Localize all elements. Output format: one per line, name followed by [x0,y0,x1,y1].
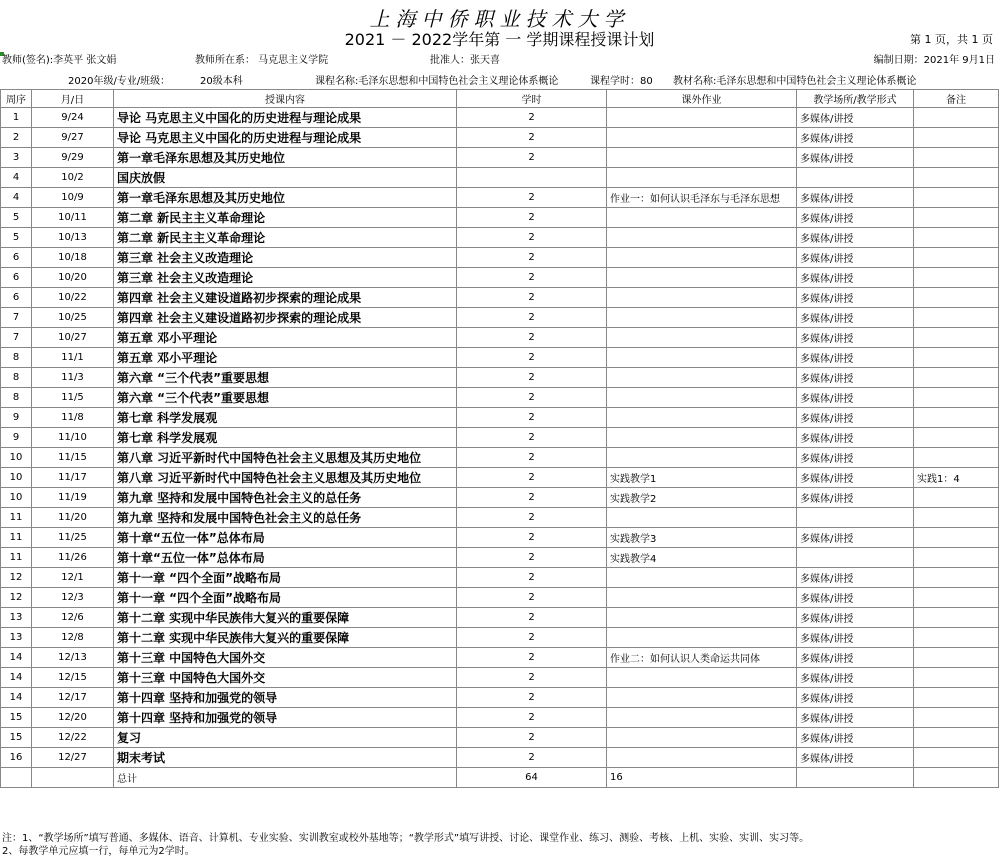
table-row [1,468,999,488]
cell-notes [914,228,999,248]
cell-notes [914,708,999,728]
cell-hours: 2 [457,748,607,768]
cell-homework: 实践教学1 [607,468,797,488]
cell-date: 9/27 [32,128,114,148]
cell-content: 第九章 坚持和发展中国特色社会主义的总任务 [114,488,457,508]
table-row [1,608,999,628]
cell-homework [607,588,797,608]
cell-hours: 2 [457,228,607,248]
cell-format: 多媒体/讲授 [797,328,914,348]
cell-content: 导论 马克思主义中国化的历史进程与理论成果 [114,108,457,128]
cell-date: 11/20 [32,508,114,528]
cell-week: 10 [1,488,32,508]
cell-format: 多媒体/讲授 [797,208,914,228]
cell-hours: 2 [457,708,607,728]
cell-week: 4 [1,168,32,188]
table-row [1,568,999,588]
cell-week: 15 [1,708,32,728]
cell-date: 10/11 [32,208,114,228]
cell-week: 9 [1,428,32,448]
cell-week: 13 [1,608,32,628]
cell-week: 10 [1,448,32,468]
cell-format: 多媒体/讲授 [797,468,914,488]
cell-format: 多媒体/讲授 [797,108,914,128]
cell-content: 第十三章 中国特色大国外交 [114,648,457,668]
cell-notes [914,148,999,168]
table-row [1,128,999,148]
info-row-2 [0,72,999,86]
table-row [1,348,999,368]
cell-homework [607,148,797,168]
cell-date: 11/8 [32,408,114,428]
table-row [1,708,999,728]
university-logo-text: 上海中侨职业技术大学 [369,7,630,31]
col-format: 教学场所/教学形式 [797,90,914,108]
total-homework: 16 [607,768,797,788]
cell-format: 多媒体/讲授 [797,728,914,748]
footnote-2: 2、每教学单元应填一行，每单元为2学时。 [2,846,195,857]
cell-homework [607,308,797,328]
cell-hours: 2 [457,728,607,748]
cell-content: 导论 马克思主义中国化的历史进程与理论成果 [114,128,457,148]
col-notes: 备注 [914,90,999,108]
cell-format: 多媒体/讲授 [797,628,914,648]
cell-hours: 2 [457,688,607,708]
cell-homework [607,208,797,228]
cell-week: 14 [1,668,32,688]
cell-notes [914,648,999,668]
cell-hours: 2 [457,548,607,568]
cell-homework: 作业一：如何认识毛泽东与毛泽东思想 [607,188,797,208]
table-row [1,648,999,668]
total-hours: 64 [457,768,607,788]
table-row [1,428,999,448]
cell-week: 7 [1,308,32,328]
cell-date: 11/19 [32,488,114,508]
cell-homework [607,168,797,188]
cell-homework [607,348,797,368]
cell-date: 11/1 [32,348,114,368]
cell-homework [607,428,797,448]
cell-format: 多媒体/讲授 [797,668,914,688]
cell-date: 11/17 [32,468,114,488]
cell-notes [914,388,999,408]
cell-format: 多媒体/讲授 [797,248,914,268]
cell-format: 多媒体/讲授 [797,428,914,448]
cell-date: 11/26 [32,548,114,568]
class-label: 2020年级/专业/班级： [68,76,171,87]
col-content: 授课内容 [114,90,457,108]
table-row [1,548,999,568]
cell-hours: 2 [457,568,607,588]
cell-week: 5 [1,208,32,228]
class-value: 20级本科 [200,76,243,87]
course-name: 课程名称:毛泽东思想和中国特色社会主义理论体系概论 [315,76,559,87]
cell-hours: 2 [457,248,607,268]
cell-week: 11 [1,508,32,528]
cell-homework [607,668,797,688]
cell-content: 第一章毛泽东思想及其历史地位 [114,188,457,208]
cell-homework: 作业二：如何认识人类命运共同体 [607,648,797,668]
table-header-row [1,90,999,108]
cell-week: 16 [1,748,32,768]
table-row [1,368,999,388]
table-row [1,408,999,428]
cell-date: 11/3 [32,368,114,388]
textbook-name: 教材名称:毛泽东思想和中国特色社会主义理论体系概论 [673,76,917,87]
cell-week: 6 [1,248,32,268]
total-format [797,768,914,788]
cell-hours: 2 [457,628,607,648]
info-row-1 [0,51,999,65]
cell-week: 2 [1,128,32,148]
cell-notes [914,268,999,288]
cell-hours: 2 [457,328,607,348]
cell-week: 10 [1,468,32,488]
cell-homework: 实践教学4 [607,548,797,568]
cell-notes [914,508,999,528]
cell-format: 多媒体/讲授 [797,448,914,468]
cell-content: 第十章“五位一体”总体布局 [114,548,457,568]
cell-format [797,168,914,188]
table-row [1,188,999,208]
cell-homework [607,748,797,768]
cell-content: 第十章“五位一体”总体布局 [114,528,457,548]
cell-content: 第三章 社会主义改造理论 [114,268,457,288]
cell-hours: 2 [457,208,607,228]
table-row [1,508,999,528]
cell-format [797,548,914,568]
cell-content: 第十一章 “四个全面”战略布局 [114,568,457,588]
table-row [1,248,999,268]
cell-content: 第七章 科学发展观 [114,428,457,448]
cell-notes [914,588,999,608]
table-row [1,228,999,248]
table-row [1,288,999,308]
cell-homework [607,288,797,308]
cell-notes [914,168,999,188]
cell-date: 9/29 [32,148,114,168]
table-row [1,148,999,168]
cell-week: 3 [1,148,32,168]
cell-content: 第五章 邓小平理论 [114,328,457,348]
cell-notes [914,188,999,208]
cell-content: 第四章 社会主义建设道路初步探索的理论成果 [114,308,457,328]
cell-format: 多媒体/讲授 [797,608,914,628]
page-title: 2021 － 2022学年第 一 学期课程授课计划 [344,30,655,49]
page-counter: 第 1 页，共 1 页 [910,33,993,46]
cell-notes [914,748,999,768]
cell-format: 多媒体/讲授 [797,588,914,608]
cell-format: 多媒体/讲授 [797,128,914,148]
table-row [1,528,999,548]
cell-content: 第六章 “三个代表”重要思想 [114,388,457,408]
cell-date: 12/8 [32,628,114,648]
schedule-body [1,108,999,768]
cell-content: 第八章 习近平新时代中国特色社会主义思想及其历史地位 [114,468,457,488]
cell-content: 第七章 科学发展观 [114,408,457,428]
cell-hours: 2 [457,288,607,308]
cell-date: 10/13 [32,228,114,248]
cell-homework [607,268,797,288]
cell-date: 10/25 [32,308,114,328]
approver-label: 批准人：张天喜 [430,55,500,66]
cell-hours: 2 [457,648,607,668]
cell-notes [914,608,999,628]
cell-hours: 2 [457,388,607,408]
footnotes [2,832,809,858]
cell-week: 1 [1,108,32,128]
cell-notes [914,108,999,128]
cell-hours: 2 [457,348,607,368]
table-row [1,208,999,228]
cell-date: 12/17 [32,688,114,708]
cell-content: 第一章毛泽东思想及其历史地位 [114,148,457,168]
cell-date: 9/24 [32,108,114,128]
cell-content: 第十二章 实现中华民族伟大复兴的重要保障 [114,608,457,628]
cell-hours: 2 [457,468,607,488]
cell-week: 14 [1,648,32,668]
compile-date: 编制日期：2021年 9月1日 [873,55,995,66]
cell-content: 第八章 习近平新时代中国特色社会主义思想及其历史地位 [114,448,457,468]
table-row [1,588,999,608]
cell-notes [914,428,999,448]
cell-notes [914,348,999,368]
table-row [1,728,999,748]
cell-content: 国庆放假 [114,168,457,188]
cell-content: 第三章 社会主义改造理论 [114,248,457,268]
cell-format: 多媒体/讲授 [797,708,914,728]
footnote-1: 注：1、“教学场所”填写普通、多媒体、语音、计算机、专业实验、实训教室或校外基地等；“教学形式”填写讲授、讨论、课堂作业、练习、测验、考核、上机、实验、实训、实习等。 [2,833,810,844]
cell-homework [607,328,797,348]
cell-date: 12/13 [32,648,114,668]
cell-hours: 2 [457,588,607,608]
cell-date: 12/3 [32,588,114,608]
cell-hours: 2 [457,528,607,548]
cell-notes [914,668,999,688]
cell-content: 第十一章 “四个全面”战略布局 [114,588,457,608]
cell-week: 8 [1,348,32,368]
cell-homework [607,128,797,148]
table-row [1,268,999,288]
cell-hours: 2 [457,268,607,288]
cell-format: 多媒体/讲授 [797,748,914,768]
cell-content: 第六章 “三个代表”重要思想 [114,368,457,388]
cell-notes [914,328,999,348]
cell-notes [914,208,999,228]
cell-notes [914,628,999,648]
total-row [1,768,999,788]
cell-format: 多媒体/讲授 [797,388,914,408]
cell-hours: 2 [457,508,607,528]
cell-week: 15 [1,728,32,748]
cell-homework [607,708,797,728]
col-week: 周序 [1,90,32,108]
cell-week: 11 [1,548,32,568]
cell-homework [607,688,797,708]
cell-date: 12/15 [32,668,114,688]
cell-content: 复习 [114,728,457,748]
cell-week: 5 [1,228,32,248]
cell-date: 10/20 [32,268,114,288]
cell-homework [607,608,797,628]
cell-date: 10/2 [32,168,114,188]
cell-notes [914,248,999,268]
cell-homework [607,728,797,748]
cell-week: 11 [1,528,32,548]
cell-notes [914,288,999,308]
total-week [1,768,32,788]
table-row [1,628,999,648]
cell-notes [914,528,999,548]
cell-homework [607,228,797,248]
cell-content: 第十四章 坚持和加强党的领导 [114,708,457,728]
cell-hours: 2 [457,608,607,628]
cell-notes [914,488,999,508]
cell-homework [607,108,797,128]
cell-homework [607,388,797,408]
cell-date: 11/5 [32,388,114,408]
cell-hours: 2 [457,108,607,128]
cell-format: 多媒体/讲授 [797,488,914,508]
cell-notes [914,368,999,388]
cell-format: 多媒体/讲授 [797,148,914,168]
cell-hours: 2 [457,448,607,468]
cell-notes [914,128,999,148]
cell-notes [914,448,999,468]
cell-format: 多媒体/讲授 [797,288,914,308]
table-row [1,108,999,128]
cell-notes [914,688,999,708]
total-notes [914,768,999,788]
cell-hours: 2 [457,128,607,148]
cell-hours: 2 [457,668,607,688]
cell-week: 6 [1,268,32,288]
table-row [1,308,999,328]
cell-format: 多媒体/讲授 [797,228,914,248]
cell-date: 10/22 [32,288,114,308]
cell-content: 第二章 新民主主义革命理论 [114,228,457,248]
table-row [1,448,999,468]
cell-homework [607,448,797,468]
teacher-label: 教师(签名):李英平 张文娟 [2,55,117,66]
total-label: 总计 [114,768,457,788]
table-row [1,688,999,708]
cell-content: 第二章 新民主主义革命理论 [114,208,457,228]
cell-format: 多媒体/讲授 [797,688,914,708]
cell-date: 11/10 [32,428,114,448]
cell-format: 多媒体/讲授 [797,368,914,388]
cell-date: 10/9 [32,188,114,208]
table-row [1,488,999,508]
cell-format: 多媒体/讲授 [797,568,914,588]
cell-date: 10/27 [32,328,114,348]
cell-content: 第九章 坚持和发展中国特色社会主义的总任务 [114,508,457,528]
cell-week: 4 [1,188,32,208]
table-row [1,748,999,768]
cell-homework [607,368,797,388]
cell-notes [914,408,999,428]
cell-content: 第十二章 实现中华民族伟大复兴的重要保障 [114,628,457,648]
cell-homework [607,568,797,588]
cell-notes [914,308,999,328]
cell-hours: 2 [457,308,607,328]
col-homework: 课外作业 [607,90,797,108]
cell-date: 12/27 [32,748,114,768]
cell-week: 12 [1,568,32,588]
cell-content: 期末考试 [114,748,457,768]
cell-format: 多媒体/讲授 [797,528,914,548]
cell-hours: 2 [457,428,607,448]
schedule-table [0,89,999,788]
total-date [32,768,114,788]
cell-format: 多媒体/讲授 [797,408,914,428]
cell-notes [914,548,999,568]
cell-notes [914,728,999,748]
cell-date: 11/25 [32,528,114,548]
cell-date: 12/20 [32,708,114,728]
cell-format: 多媒体/讲授 [797,648,914,668]
cell-content: 第五章 邓小平理论 [114,348,457,368]
cell-format: 多媒体/讲授 [797,308,914,328]
cell-homework [607,408,797,428]
department-label: 教师所在系： 马克思主义学院 [195,55,329,66]
cell-date: 12/6 [32,608,114,628]
cell-homework [607,248,797,268]
cell-homework: 实践教学3 [607,528,797,548]
table-row [1,328,999,348]
cell-date: 12/1 [32,568,114,588]
cell-content: 第十三章 中国特色大国外交 [114,668,457,688]
cell-date: 10/18 [32,248,114,268]
table-row [1,168,999,188]
course-hours: 课程学时：80 [590,76,653,87]
cell-content: 第十四章 坚持和加强党的领导 [114,688,457,708]
table-row [1,388,999,408]
cell-hours [457,168,607,188]
cell-hours: 2 [457,368,607,388]
table-row [1,668,999,688]
cell-week: 8 [1,368,32,388]
cell-format [797,508,914,528]
cell-week: 12 [1,588,32,608]
cell-hours: 2 [457,188,607,208]
cell-homework: 实践教学2 [607,488,797,508]
cell-hours: 2 [457,148,607,168]
cell-week: 13 [1,628,32,648]
cell-week: 7 [1,328,32,348]
cell-homework [607,508,797,528]
cell-week: 9 [1,408,32,428]
cell-format: 多媒体/讲授 [797,348,914,368]
cell-homework [607,628,797,648]
cell-week: 8 [1,388,32,408]
cell-notes: 实践1：4 [914,468,999,488]
cell-content: 第四章 社会主义建设道路初步探索的理论成果 [114,288,457,308]
cell-hours: 2 [457,408,607,428]
cell-date: 12/22 [32,728,114,748]
cell-date: 11/15 [32,448,114,468]
col-hours: 学时 [457,90,607,108]
cell-week: 14 [1,688,32,708]
cell-format: 多媒体/讲授 [797,268,914,288]
cell-week: 6 [1,288,32,308]
cell-notes [914,568,999,588]
cell-format: 多媒体/讲授 [797,188,914,208]
col-date: 月/日 [32,90,114,108]
cell-hours: 2 [457,488,607,508]
